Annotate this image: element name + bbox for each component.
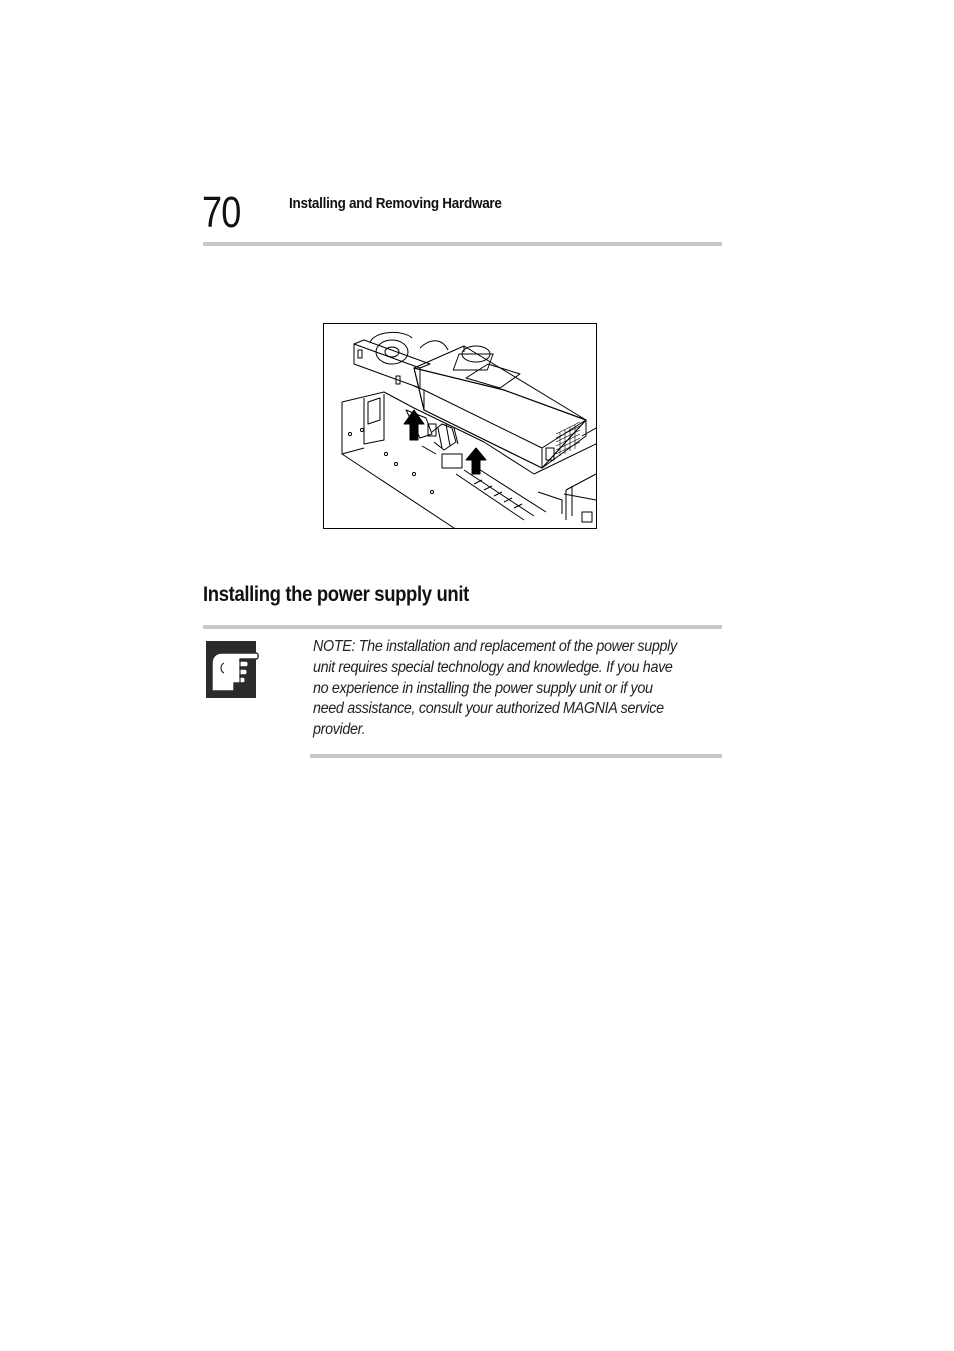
power-supply-illustration — [323, 323, 597, 529]
note-top-rule — [203, 625, 722, 629]
note-text: NOTE: The installation and replacement of the power supply unit requires special technology and knowledge. If you have no experience in installing the power supply unit or if you need assistance, consult your authorized MAGNIA service provider. — [313, 638, 677, 739]
page-number: 70 — [202, 188, 241, 237]
pointing-hand-icon — [206, 641, 260, 699]
section-heading: Installing the power supply unit — [203, 583, 469, 606]
header-rule — [203, 242, 722, 246]
note-bottom-rule — [310, 754, 722, 758]
running-title: Installing and Removing Hardware — [289, 195, 502, 212]
